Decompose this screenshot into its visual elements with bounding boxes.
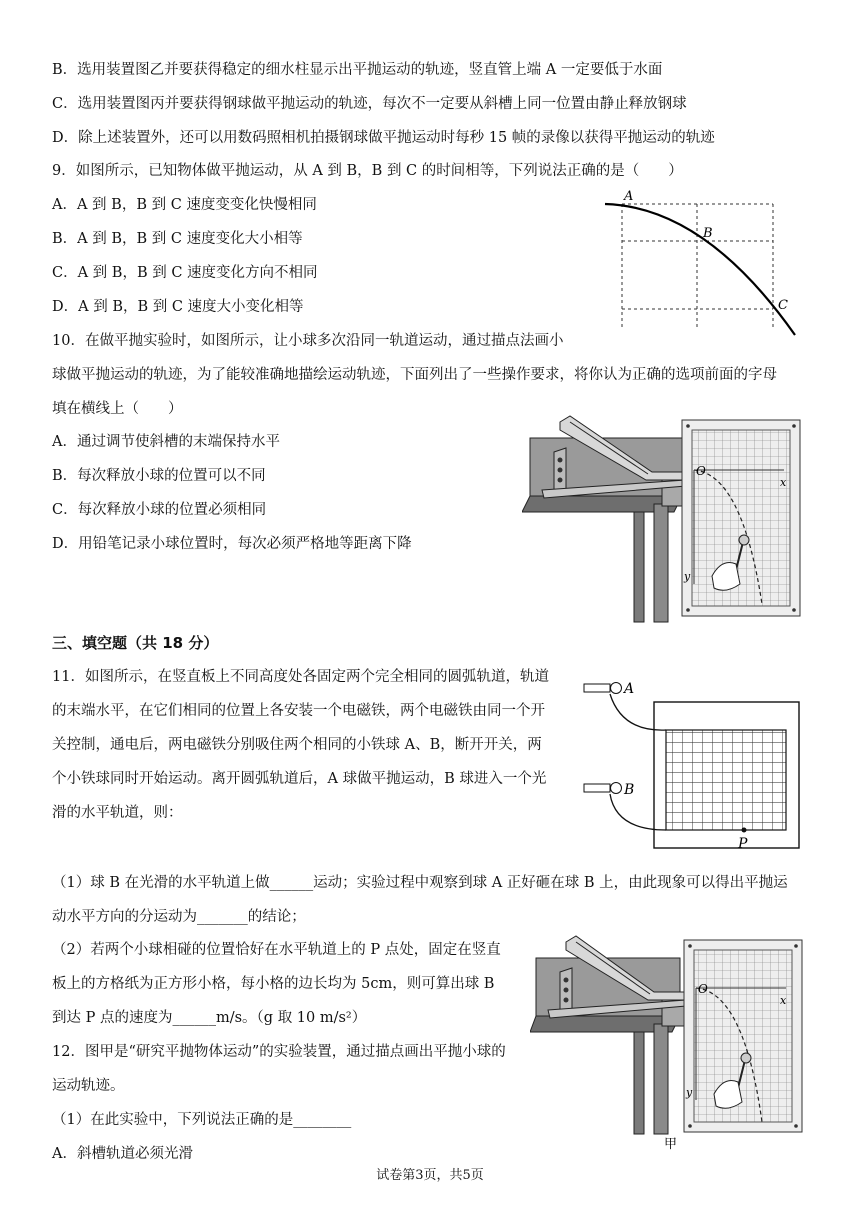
q11-label-b: B <box>624 782 635 798</box>
q10-label-y: y <box>684 570 691 583</box>
option-d-prev: D．除上述装置外，还可以用数码照相机拍摄钢球做平抛运动时每秒 15 帧的录像以获得平抛运动的轨迹 <box>52 130 715 146</box>
q9-label-b: B <box>703 226 713 241</box>
q11-line3: 关控制，通电后，两电磁铁分别吸住两个相同的小铁球 A、B，断开开关，两 <box>52 737 542 753</box>
q10-option-d: D．用铅笔记录小球位置时，每次必须严格地等距离下降 <box>52 536 412 552</box>
q12-line2: 运动轨迹。 <box>52 1078 125 1094</box>
q11-label-a: A <box>624 681 635 697</box>
q10-stem-line1: 10．在做平抛实验时，如图所示，让小球多次沿同一轨道运动，通过描点法画小 <box>52 333 564 349</box>
q11-part2-line1: （2）若两个小球相碰的位置恰好在水平轨道上的 P 点处，固定在竖直 <box>52 942 501 958</box>
q10-apparatus-figure <box>522 408 807 624</box>
section-title-fill-blank: 三、填空题（共 18 分） <box>52 634 219 652</box>
q12-label-x: x <box>780 994 787 1007</box>
q9-option-a: A．A 到 B，B 到 C 速度变变化快慢相同 <box>52 197 317 213</box>
q9-option-d: D．A 到 B，B 到 C 速度大小变化相等 <box>52 299 304 315</box>
q12-apparatus-figure <box>530 930 810 1152</box>
q10-label-x: x <box>780 476 787 489</box>
q9-option-b: B．A 到 B，B 到 C 速度变化大小相等 <box>52 231 303 247</box>
q11-line4: 个小铁球同时开始运动。离开圆弧轨道后，A 球做平抛运动，B 球进入一个光 <box>52 771 547 787</box>
q12-label-o: O <box>698 982 708 996</box>
q12-figure-caption: 甲 <box>664 1137 678 1152</box>
q11-electromagnet-figure <box>582 672 807 852</box>
q10-option-a: A．通过调节使斜槽的末端保持水平 <box>52 434 280 450</box>
q11-part1-line2: 动水平方向的分运动为_______的结论； <box>52 909 306 925</box>
q9-label-a: A <box>624 189 634 204</box>
q9-option-c: C．A 到 B，B 到 C 速度变化方向不相同 <box>52 265 318 281</box>
option-b-prev: B．选用装置图乙并要获得稳定的细水柱显示出平抛运动的轨迹，竖直管上端 A 一定要低于水面 <box>52 62 663 78</box>
q9-stem: 9．如图所示，已知物体做平抛运动，从 A 到 B，B 到 C 的时间相等，下列说法正确的是（ ） <box>52 163 683 179</box>
q11-part2-line2: 板上的方格纸为正方形小格，每小格的边长均为 5cm，则可算出球 B <box>52 976 495 992</box>
page-footer: 试卷第3页，共5页 <box>376 1168 484 1183</box>
option-c-prev: C．选用装置图丙并要获得钢球做平抛运动的轨迹，每次不一定要从斜槽上同一位置由静止释放钢球 <box>52 96 687 112</box>
q12-line3: （1）在此实验中，下列说法正确的是________ <box>52 1112 352 1128</box>
q10-option-c: C．每次释放小球的位置必须相同 <box>52 502 267 518</box>
q10-stem-line2: 球做平抛运动的轨迹，为了能较准确地描绘运动轨迹，下面列出了一些操作要求，将你认为正确的选项前面的字母 <box>52 367 777 383</box>
q9-trajectory-figure <box>595 185 810 340</box>
q10-stem-line3: 填在横线上（ ） <box>52 401 183 417</box>
q11-line2: 的末端水平，在它们相同的位置上各安装一个电磁铁，两个电磁铁由同一个开 <box>52 703 545 719</box>
q11-line1: 11．如图所示，在竖直板上不同高度处各固定两个完全相同的圆弧轨道，轨道 <box>52 669 549 685</box>
q11-line5: 滑的水平轨道，则： <box>52 805 183 821</box>
q9-label-c: C <box>778 298 788 313</box>
q12-option-a: A．斜槽轨道必须光滑 <box>52 1146 193 1162</box>
q10-option-b: B．每次释放小球的位置可以不同 <box>52 468 266 484</box>
q11-part1-line1: （1）球 B 在光滑的水平轨道上做______运动；实验过程中观察到球 A 正好砸在球 B 上，由此现象可以得出平抛运 <box>52 875 788 891</box>
q10-label-o: O <box>696 464 706 478</box>
q12-label-y: y <box>686 1086 693 1099</box>
q12-line1: 12．图甲是“研究平抛物体运动”的实验装置，通过描点画出平抛小球的 <box>52 1044 506 1060</box>
q11-label-p: P <box>738 836 748 852</box>
q11-part2-line3: 到达 P 点的速度为______m/s。（g 取 10 m/s²） <box>52 1010 367 1026</box>
